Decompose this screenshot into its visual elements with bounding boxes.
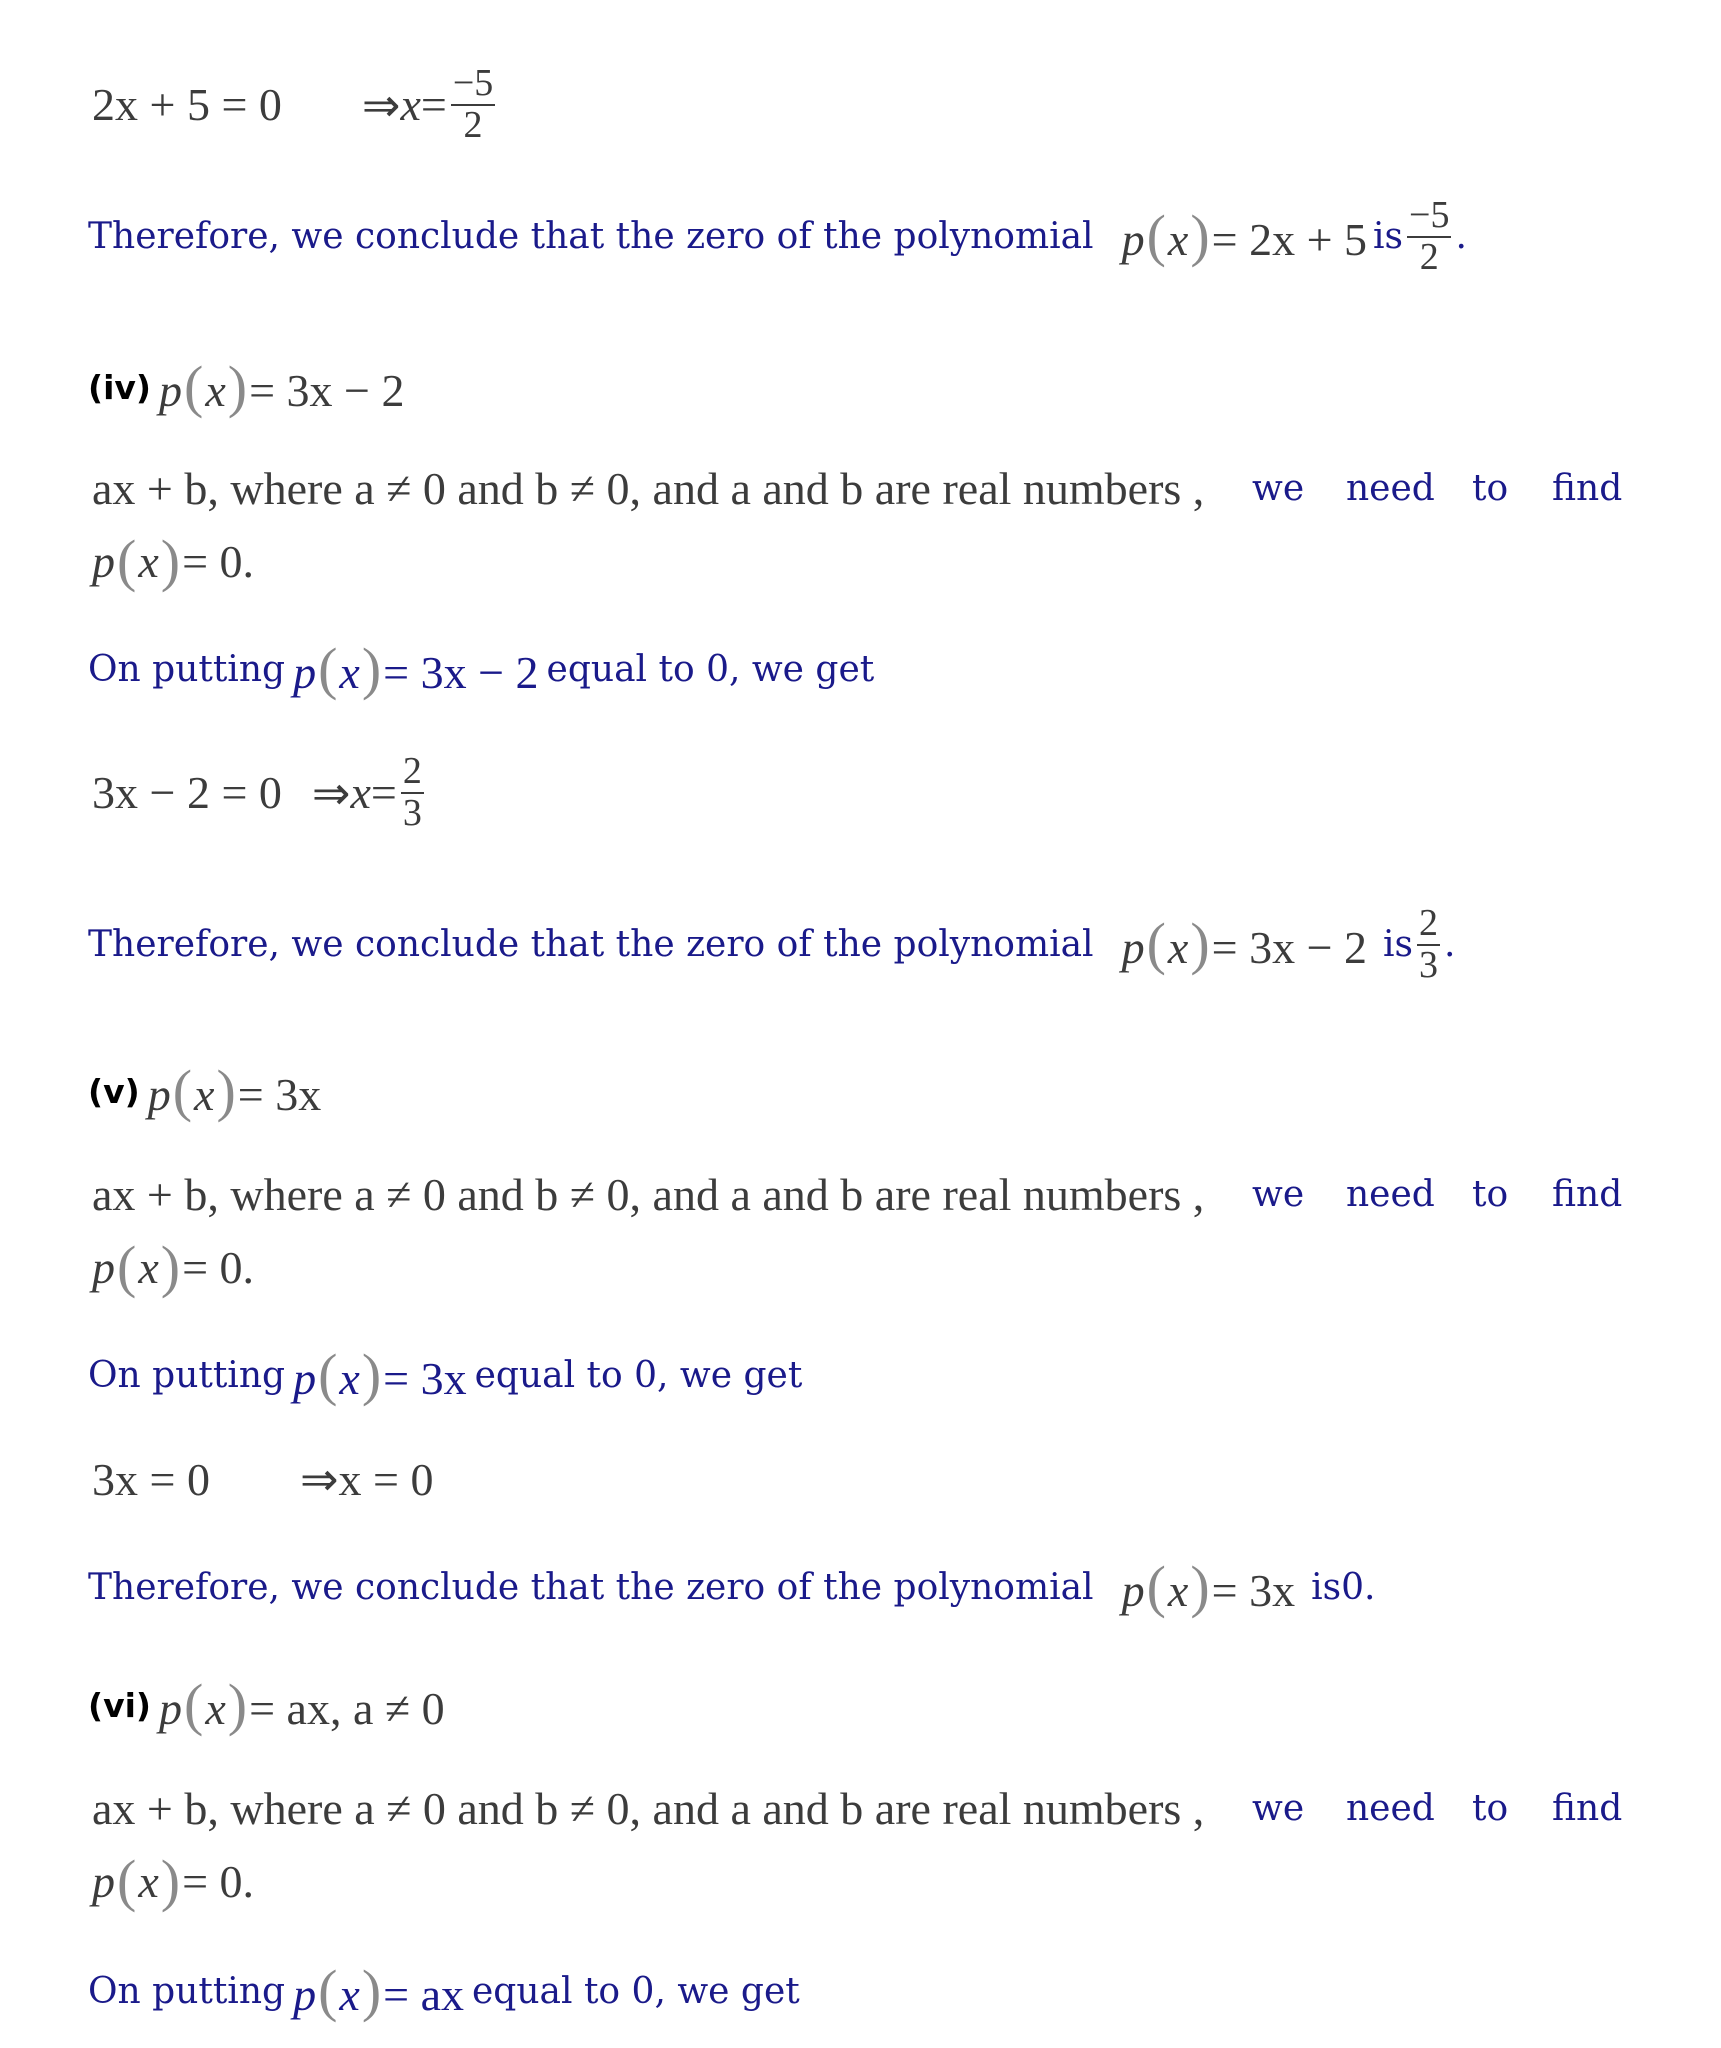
paren-left: ( xyxy=(184,354,204,419)
polynomial-rhs: = 2x + 5 xyxy=(1211,214,1368,266)
putting-line-iv xyxy=(88,636,875,701)
period: . xyxy=(1455,216,1467,258)
conclusion-line-1 xyxy=(88,196,1467,278)
condition-line-vi xyxy=(92,1782,1622,1835)
fraction-numerator: 2 xyxy=(1419,902,1439,944)
putting-line-vi xyxy=(88,1958,800,2023)
symbol-x: x xyxy=(138,1241,159,1293)
implies-arrow: ⇒ xyxy=(299,1454,339,1505)
variable-x: x xyxy=(350,767,371,819)
paren-left: ( xyxy=(318,1958,338,2023)
putting-expression xyxy=(293,636,539,701)
fraction-numerator: −5 xyxy=(452,62,494,104)
word-need: need xyxy=(1346,468,1435,509)
equation-solve-v xyxy=(92,1452,433,1506)
polynomial-definition xyxy=(147,1058,322,1123)
fraction-denominator: 3 xyxy=(402,791,422,834)
condition-text: ax + b, where a ≠ 0 and b ≠ 0, and a and b are real numbers , xyxy=(92,1783,1205,1834)
polynomial-rhs: = 3x − 2 xyxy=(383,647,539,698)
putting-prefix: On putting xyxy=(88,649,286,690)
condition-text: ax + b, where a ≠ 0 and b ≠ 0, and a and b are real numbers , xyxy=(92,463,1205,514)
symbol-p: p xyxy=(1121,1565,1145,1616)
equation-lhs: 3x − 2 = 0 xyxy=(92,767,282,819)
is-word: is xyxy=(1373,216,1404,258)
fraction-numerator: 2 xyxy=(402,750,422,792)
equation-lhs: 2x + 5 = 0 xyxy=(92,79,282,131)
polynomial-rhs: = 3x xyxy=(1211,1565,1296,1616)
part-vi-heading xyxy=(88,1672,445,1737)
symbol-x: x xyxy=(138,535,159,587)
paren-left: ( xyxy=(1146,203,1166,269)
paren-right: ) xyxy=(1190,1554,1210,1619)
putting-suffix: equal to 0, we get xyxy=(472,1971,800,2012)
symbol-p: p xyxy=(159,1683,182,1734)
putting-prefix: On putting xyxy=(88,1971,286,2012)
paren-left: ( xyxy=(1146,1554,1166,1619)
symbol-p: p xyxy=(1121,214,1145,266)
symbol-p: p xyxy=(147,1069,171,1120)
paren-right: ) xyxy=(361,1958,382,2023)
p-of-x-equals-zero-iv xyxy=(92,528,255,593)
word-need: need xyxy=(1346,1788,1435,1829)
part-v-heading xyxy=(88,1058,322,1123)
condition-line-v xyxy=(92,1168,1622,1221)
symbol-p: p xyxy=(159,365,182,416)
symbol-p: p xyxy=(92,535,115,587)
word-find: find xyxy=(1552,468,1623,509)
equation-solve-iv xyxy=(92,752,428,834)
fraction-2-over-3 xyxy=(401,752,424,834)
putting-suffix: equal to 0, we get xyxy=(474,1355,803,1396)
polynomial-rhs: = ax, a ≠ 0 xyxy=(249,1683,445,1734)
conclusion-text: Therefore, we conclude that the zero of the polynomial xyxy=(88,1567,1094,1608)
fraction-denominator: 2 xyxy=(1419,235,1439,278)
equation-solve-2x-plus-5 xyxy=(92,64,499,146)
putting-line-v xyxy=(88,1342,803,1407)
p-of-x-equals-zero-v xyxy=(92,1234,255,1299)
symbol-p: p xyxy=(293,1353,317,1404)
symbol-p: p xyxy=(92,1855,115,1907)
symbol-p: p xyxy=(293,647,317,698)
paren-right: ) xyxy=(1190,911,1210,977)
polynomial-rhs: = 3x − 2 xyxy=(249,365,405,416)
paren-left: ( xyxy=(318,1342,338,1407)
implies-arrow: ⇒ xyxy=(311,767,351,819)
polynomial-expression xyxy=(1121,1554,1296,1619)
paren-right: ) xyxy=(160,1234,181,1299)
paren-right: ) xyxy=(216,1058,236,1123)
equals-sign: = xyxy=(370,767,397,819)
p-of-x-equals-zero-vi xyxy=(92,1848,255,1913)
symbol-p: p xyxy=(1121,922,1145,974)
polynomial-definition xyxy=(159,1672,445,1737)
symbol-x: x xyxy=(1167,214,1189,266)
paren-left: ( xyxy=(318,636,338,701)
paren-left: ( xyxy=(117,1848,137,1913)
condition-line-iv xyxy=(92,462,1622,515)
implies-arrow: ⇒ xyxy=(361,79,401,131)
equals-sign: = xyxy=(420,79,447,131)
fraction-denominator: 2 xyxy=(463,103,483,146)
word-find: find xyxy=(1552,1174,1623,1215)
equation-rhs: x = 0 xyxy=(338,1453,434,1505)
symbol-p: p xyxy=(92,1241,115,1293)
part-label: (vi) xyxy=(88,1686,151,1725)
symbol-x: x xyxy=(205,1683,226,1734)
symbol-x: x xyxy=(205,365,226,416)
word-to: to xyxy=(1472,1174,1509,1215)
word-to: to xyxy=(1472,1788,1509,1829)
variable-x: x xyxy=(400,79,421,131)
putting-expression xyxy=(293,1958,464,2023)
fraction-result xyxy=(1417,904,1440,986)
is-word: is xyxy=(1383,924,1414,966)
symbol-x: x xyxy=(1167,1565,1189,1616)
equals-zero: = 0. xyxy=(182,535,255,587)
polynomial-rhs: = 3x − 2 xyxy=(1211,922,1368,974)
word-we: we xyxy=(1252,1788,1305,1829)
paren-left: ( xyxy=(117,528,137,593)
polynomial-expression xyxy=(1121,911,1368,977)
symbol-x: x xyxy=(1167,922,1189,974)
part-label: (v) xyxy=(88,1072,140,1111)
period: . xyxy=(1444,924,1456,966)
word-need: need xyxy=(1346,1174,1435,1215)
word-we: we xyxy=(1252,468,1305,509)
word-we: we xyxy=(1252,1174,1305,1215)
paren-right: ) xyxy=(1190,203,1210,269)
paren-right: ) xyxy=(227,354,248,419)
fraction-result xyxy=(1407,196,1451,278)
symbol-x: x xyxy=(138,1855,159,1907)
fraction-denominator: 3 xyxy=(1419,943,1439,986)
word-to: to xyxy=(1472,468,1509,509)
putting-prefix: On putting xyxy=(88,1355,286,1396)
paren-right: ) xyxy=(227,1672,248,1737)
polynomial-rhs: = 3x xyxy=(237,1069,322,1120)
paren-right: ) xyxy=(361,636,382,701)
part-label: (iv) xyxy=(88,368,151,407)
paren-left: ( xyxy=(1146,911,1166,977)
fraction-numerator: −5 xyxy=(1409,194,1450,236)
condition-text: ax + b, where a ≠ 0 and b ≠ 0, and a and b are real numbers , xyxy=(92,1169,1205,1220)
paren-right: ) xyxy=(160,1848,181,1913)
equals-zero: = 0. xyxy=(182,1241,255,1293)
conclusion-text: Therefore, we conclude that the zero of the polynomial xyxy=(88,216,1094,258)
polynomial-expression xyxy=(1121,203,1368,269)
paren-right: ) xyxy=(160,528,181,593)
putting-expression xyxy=(293,1342,467,1407)
conclusion-line-v xyxy=(88,1554,1376,1619)
equals-zero: = 0. xyxy=(182,1855,255,1907)
fraction-minus-5-over-2 xyxy=(451,64,495,146)
polynomial-rhs: = ax xyxy=(383,1969,464,2020)
symbol-p: p xyxy=(293,1969,317,2020)
paren-left: ( xyxy=(172,1058,193,1123)
conclusion-line-iv xyxy=(88,904,1456,986)
paren-left: ( xyxy=(184,1672,204,1737)
paren-left: ( xyxy=(117,1234,137,1299)
symbol-x: x xyxy=(339,647,360,698)
paren-right: ) xyxy=(361,1342,382,1407)
is-word: is0. xyxy=(1311,1567,1376,1608)
word-find: find xyxy=(1552,1788,1623,1829)
symbol-x: x xyxy=(194,1069,215,1120)
putting-suffix: equal to 0, we get xyxy=(546,649,875,690)
symbol-x: x xyxy=(339,1353,360,1404)
part-iv-heading xyxy=(88,354,405,419)
polynomial-definition xyxy=(159,354,405,419)
polynomial-rhs: = 3x xyxy=(383,1353,467,1404)
equation-lhs: 3x = 0 xyxy=(92,1453,210,1505)
symbol-x: x xyxy=(339,1969,360,2020)
conclusion-text: Therefore, we conclude that the zero of the polynomial xyxy=(88,924,1094,966)
